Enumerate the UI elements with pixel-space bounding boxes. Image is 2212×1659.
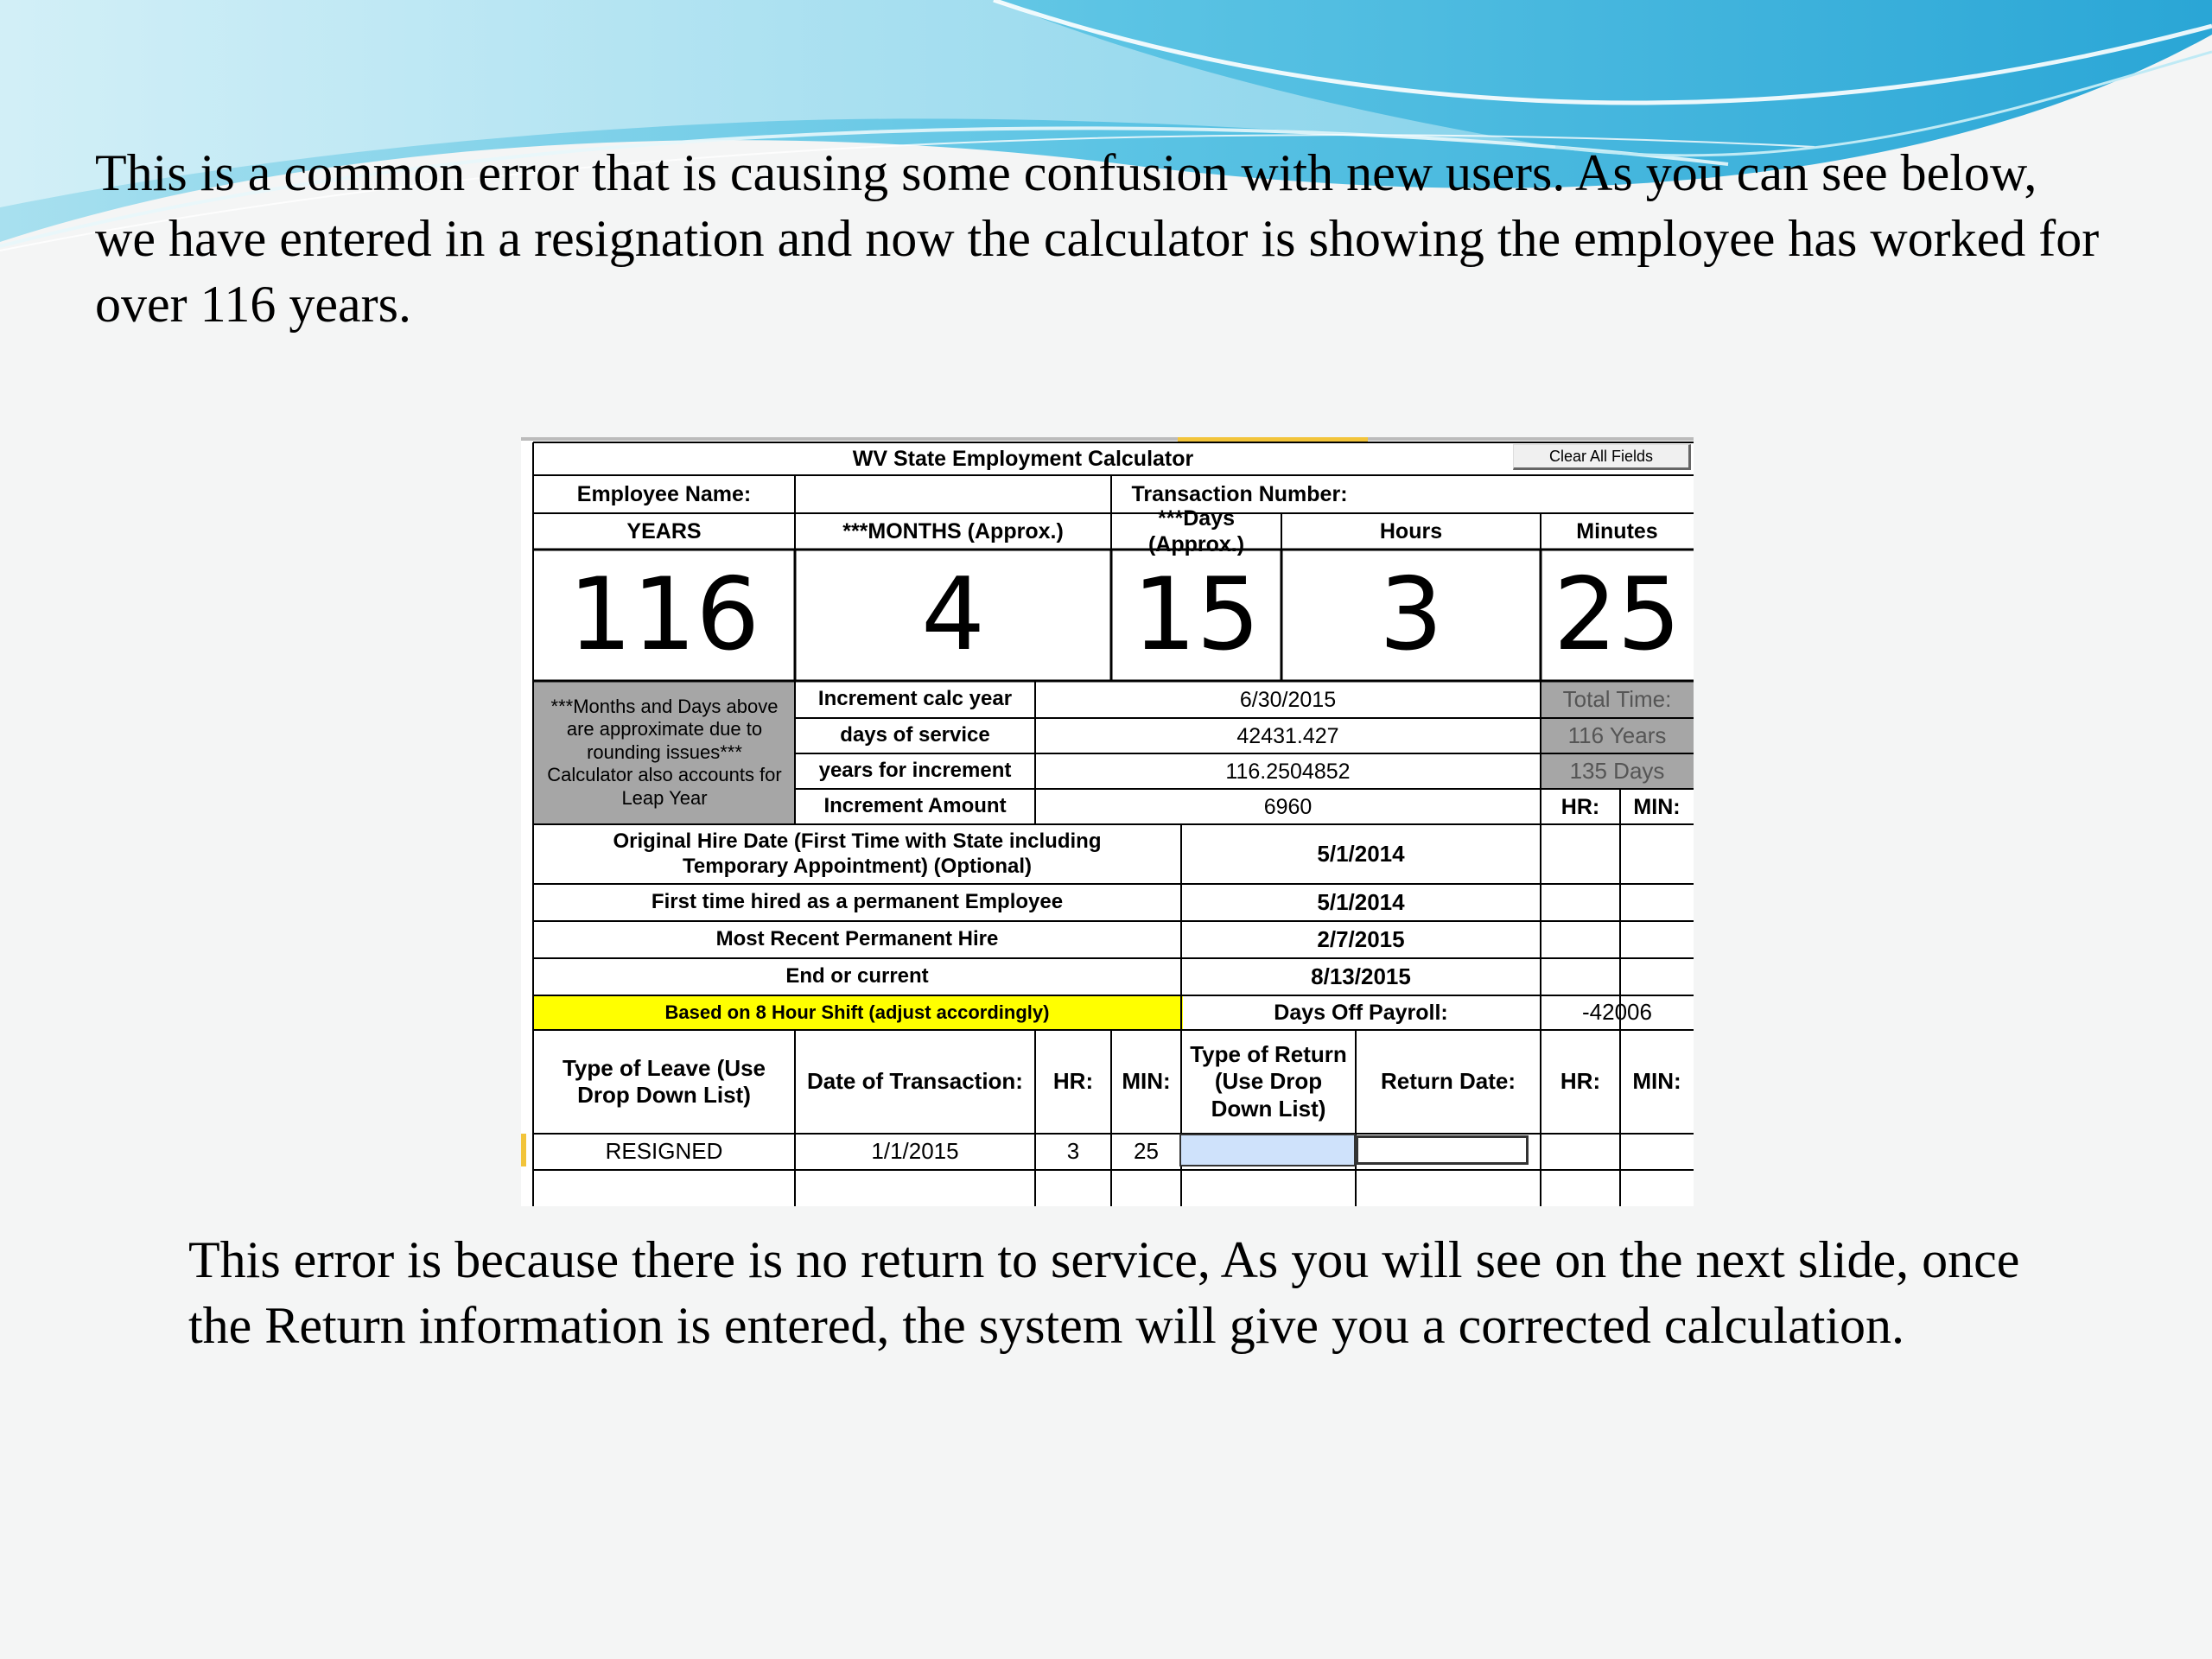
original-hire-label: Original Hire Date (First Time with State including Temporary Appointment) (Optional) (613, 829, 1102, 878)
increment-amount-value: 6960 (1263, 794, 1313, 819)
days-of-service-label: days of service (840, 723, 990, 747)
calculator-spreadsheet (521, 437, 1694, 1206)
type-of-leave-header: Type of Leave (Use Drop Down List) (562, 1054, 766, 1108)
total-time-days: 135 Days (1569, 757, 1665, 784)
employee-name-label: Employee Name: (576, 482, 752, 506)
rounding-note: ***Months and Days above are approximate due to rounding issues*** Calculator also accounts for Leap Year (547, 696, 782, 809)
total-time-label: Total Time: (1562, 685, 1672, 712)
increment-amount-label: Increment Amount (823, 794, 1007, 818)
leave-hr-cell[interactable]: 3 (1066, 1138, 1080, 1165)
days-header: ***Days (Approx.) (1147, 506, 1245, 556)
clear-all-fields-button[interactable]: Clear All Fields (1513, 444, 1691, 470)
days-off-payroll-value: -42006 (1582, 999, 1652, 1026)
leave-min-cell[interactable]: 25 (1134, 1138, 1159, 1165)
date-of-transaction-header: Date of Transaction: (807, 1068, 1023, 1095)
return-date-input[interactable] (1356, 1135, 1529, 1165)
leave-hr-header: HR: (1052, 1068, 1094, 1095)
leave-date-cell[interactable]: 1/1/2015 (871, 1138, 959, 1165)
recent-permanent-value[interactable]: 2/7/2015 (1317, 925, 1405, 952)
transaction-number-label: Transaction Number: (1131, 482, 1348, 506)
type-of-return-header: Type of Return (Use Drop Down List) (1190, 1041, 1347, 1122)
intro-paragraph: This is a common error that is causing some confusion with new users. As you can see below, we have entered in a resignation and now the calculator is showing the employee has worked for over 116 years. (95, 144, 2100, 333)
return-hr-header: HR: (1560, 1068, 1601, 1095)
hours-value: 3 (1379, 556, 1443, 674)
outro-paragraph: This error is because there is no return to service, As you will see on the next slide, once the Return information is entered, the system will give you a corrected calculation. (188, 1231, 2020, 1354)
years-value: 116 (568, 556, 760, 674)
end-or-current-label: End or current (785, 964, 929, 988)
type-of-return-input[interactable] (1181, 1135, 1354, 1165)
hours-header: Hours (1379, 519, 1443, 543)
days-of-service-value: 42431.427 (1236, 723, 1339, 748)
return-min-header: MIN: (1632, 1068, 1681, 1095)
first-permanent-value[interactable]: 5/1/2014 (1317, 888, 1405, 915)
original-hire-value[interactable]: 5/1/2014 (1317, 840, 1405, 867)
increment-calc-year-label: Increment calc year (817, 687, 1013, 711)
days-off-payroll-label: Days Off Payroll: (1274, 1001, 1448, 1025)
total-time-years: 116 Years (1567, 721, 1667, 748)
recent-permanent-label: Most Recent Permanent Hire (715, 927, 999, 951)
leave-type-cell[interactable]: RESIGNED (605, 1138, 723, 1165)
years-header: YEARS (626, 519, 702, 543)
return-date-header: Return Date: (1380, 1068, 1516, 1095)
days-value: 15 (1132, 556, 1261, 674)
employee-name-input[interactable] (795, 475, 1111, 513)
calculator-title: WV State Employment Calculator (852, 447, 1194, 471)
first-permanent-label: First time hired as a permanent Employee (651, 890, 1064, 914)
increment-calc-year-value: 6/30/2015 (1239, 687, 1337, 712)
active-row-marker (521, 1134, 526, 1166)
leave-min-header: MIN: (1122, 1068, 1171, 1095)
years-for-increment-value: 116.2504852 (1225, 759, 1351, 784)
total-time-min-label: MIN: (1633, 794, 1681, 819)
shift-note: Based on 8 Hour Shift (adjust accordingly) (664, 1001, 1050, 1023)
months-value: 4 (921, 556, 985, 674)
months-header: ***MONTHS (Approx.) (842, 519, 1064, 543)
end-or-current-value[interactable]: 8/13/2015 (1311, 963, 1411, 989)
total-time-hr-label: HR: (1560, 794, 1600, 819)
years-for-increment-label: years for increment (818, 759, 1012, 783)
minutes-header: Minutes (1576, 519, 1658, 543)
minutes-value: 25 (1553, 556, 1681, 674)
transaction-number-input[interactable] (1368, 475, 1694, 513)
